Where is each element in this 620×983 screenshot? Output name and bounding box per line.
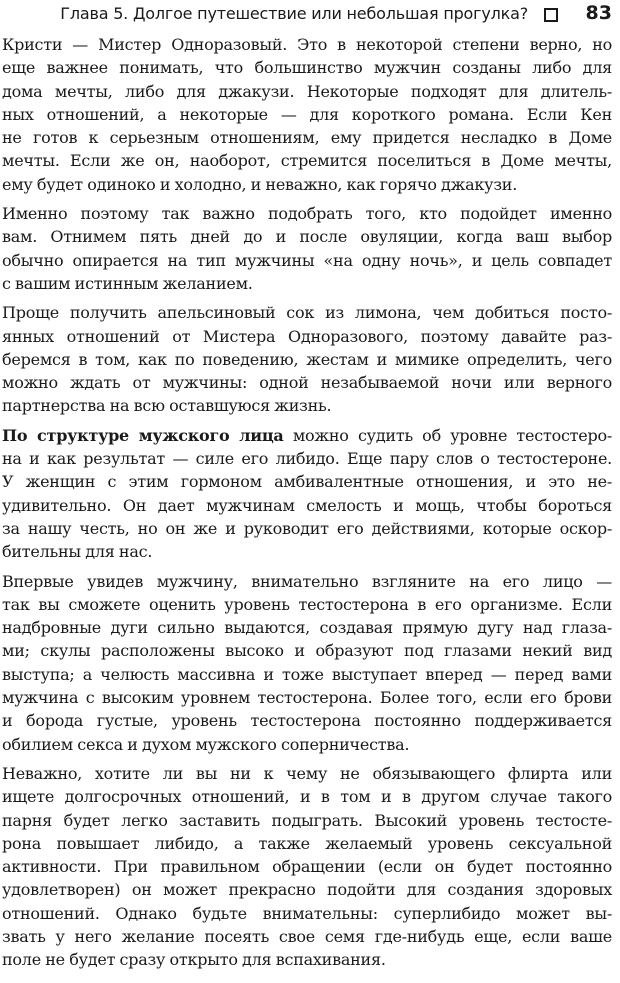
text-line: рона повышает либидо, а также желаемый уровень сексуальной <box>2 833 612 853</box>
text-line: мужчина с высоким уровнем тестостерона. Более того, если его брови <box>2 688 612 708</box>
text-line: можно ждать от мужчины: одной незабываемой ночи или верного <box>2 373 612 393</box>
text-line: удивительно. Он дает мужчинам смелость и мощь, чтобы бороться <box>2 495 612 515</box>
text-line: ищете долгосрочных отношений, и в том и в другом случае такого <box>2 787 612 807</box>
text-line: янных отношений от Мистера Одноразового, поэтому давайте раз- <box>2 326 612 346</box>
paragraph <box>2 424 612 564</box>
text-line: беремся в том, как по поведению, жестам и мимике определить, чего <box>2 349 612 369</box>
paragraph <box>2 570 612 756</box>
text-line: активности. При правильном обращении (если он будет постоянно <box>2 857 612 877</box>
text-line: поле не будет сразу открыто для вспахивания. <box>2 950 386 970</box>
paragraph <box>2 202 612 295</box>
chapter-title: Глава 5. Долгое путешествие или небольшая прогулка? <box>60 4 528 23</box>
text-line: партнерства на всю оставшуюся жизнь. <box>2 396 332 416</box>
text-line: удовлетворен) он может прекрасно подойти для создания здоровых <box>2 880 612 900</box>
text-line: Неважно, хотите ли вы ни к чему не обязывающего флирта или <box>2 763 612 783</box>
text-line: вам. Отнимем пять дней до и после овуляции, когда ваш выбор <box>2 227 612 247</box>
text-line: бительны для нас. <box>2 542 153 562</box>
text-line: дома мечты, либо для джакузи. Некоторые подходят для длитель- <box>2 81 612 101</box>
text-line-rest: можно судить об уровне тестостеро- <box>283 425 613 445</box>
text-line: обычно опирается на тип мужчины «на одну ночь», и цель совпадет <box>2 250 612 270</box>
body-text <box>2 33 612 978</box>
running-header <box>0 2 620 30</box>
text-line: ми; скулы расположены высоко и образуют под глазами некий вид <box>2 641 612 661</box>
text-line: еще важнее понимать, что большинство мужчин созданы либо для <box>2 58 612 78</box>
text-line: не готов к серьезным отношениям, ему придется несладко в Доме <box>2 128 612 148</box>
bold-lead-phrase: По структуре мужского лица <box>2 425 284 445</box>
text-line: звать у него желание посеять свое семя где-нибудь еще, если ваше <box>2 926 612 946</box>
text-line: за нашу честь, но он же и руководит его действиями, которые оскор- <box>2 518 612 538</box>
text-line: мечты. Если же он, наоборот, стремится поселиться в Доме мечты, <box>2 151 612 171</box>
text-line: ных отношений, а некоторые — для короткого романа. Если Кен <box>2 104 612 124</box>
text-line: У женщин с этим гормоном амбивалентные отношения, и это не- <box>2 472 612 492</box>
text-line: так вы сможете оценить уровень тестостерона в его организме. Если <box>2 594 612 614</box>
text-line: выступа; а челюсть массивна и тоже выступает вперед — перед вами <box>2 664 612 684</box>
page-number: 83 <box>585 2 612 24</box>
square-bullet-icon <box>544 8 558 22</box>
text-line: с вашим истинным желанием. <box>2 273 253 293</box>
text-line: Проще получить апельсиновый сок из лимона, чем добиться посто- <box>2 303 612 323</box>
text-line: надбровные дуги сильно выдаются, создавая прямую дугу над глаза- <box>2 618 612 638</box>
text-line: ему будет одиноко и холодно, и неважно, как горячо джакузи. <box>2 174 518 194</box>
paragraph <box>2 33 612 196</box>
text-line: обилием секса и духом мужского соперничества. <box>2 734 410 754</box>
text-line: парня будет легко заставить подыграть. Высокий уровень тестосте- <box>2 810 612 830</box>
text-line: Впервые увидев мужчину, внимательно взгляните на его лицо — <box>2 571 612 591</box>
text-line: на и как результат — силе его либидо. Еще пару слов о тестостероне. <box>2 449 612 469</box>
paragraph <box>2 762 612 972</box>
text-line: и борода густые, уровень тестостерона постоянно поддерживается <box>2 711 612 731</box>
text-line: Именно поэтому так важно подобрать того, кто подойдет именно <box>2 204 612 224</box>
paragraph <box>2 301 612 417</box>
text-line: Кристи — Мистер Одноразовый. Это в некоторой степени верно, но <box>2 35 612 54</box>
text-line <box>2 424 612 447</box>
text-line: отношений. Однако будьте внимательны: суперлибидо может вы- <box>2 903 612 923</box>
